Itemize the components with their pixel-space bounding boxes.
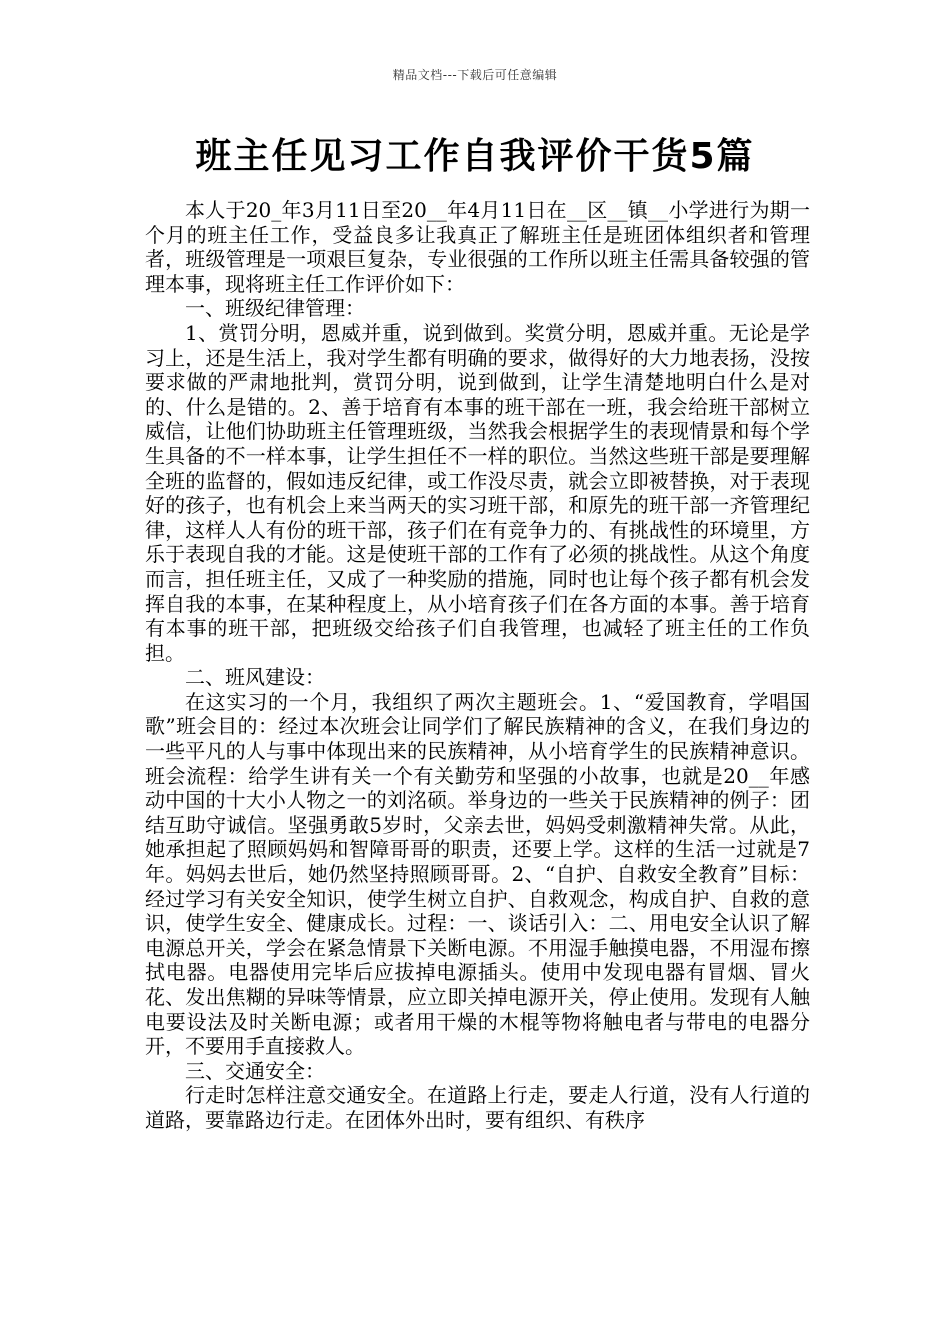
document-body xyxy=(145,198,810,1133)
section-heading-class-culture: 二、班风建设： xyxy=(185,665,325,690)
traffic-safety-paragraph: 行走时怎样注意交通安全。在道路上行走，要走人行道，没有人行道的道路，要靠路边行走。在团体外出时，要有组织、有秩序 xyxy=(145,1083,810,1132)
document-title: 班主任见习工作自我评价干货5篇 xyxy=(195,136,755,177)
header-note: 精品文档---下载后可任意编辑 xyxy=(392,68,558,82)
class-culture-paragraph: 在这实习的一个月，我组织了两次主题班会。1、“爱国教育，学唱国歌”班会目的：经过本次班会让同学们了解民族精神的含义，在我们身边的一些平凡的人与事中体现出来的民族精神，从小培育学生的民族精神意识。班会流程：给学生讲有关一个有关勤劳和坚强的小故事，也就是20__年感动中国的十大小人物之一的刘洺硕。举身边的一些关于民族精神的例子：团结互助守诚信。坚强勇敢5岁时，父亲去世，妈妈受刺激精神失常。从此，她承担起了照顾妈妈和智障哥哥的职责，还要上学。这样的生活一过就是7年。妈妈去世后，她仍然坚持照顾哥哥。2、“自护、自救安全教育”目标：经过学习有关安全知识，使学生树立自护、自救观念，构成自护、自救的意识，使学生安全、健康成长。过程：一、谈话引入：二、用电安全认识了解电源总开关，学会在紧急情景下关断电源。不用湿手触摸电器，不用湿布擦拭电器。电器使用完毕后应拔掉电源插头。使用中发现电器有冒烟、冒火花、发出焦糊的异味等情景，应立即关掉电源开关，停止使用。发现有人触电要设法及时关断电源；或者用干燥的木棍等物将触电者与带电的电器分开，不要用手直接救人。 xyxy=(145,689,810,1059)
section-heading-traffic-safety: 三、交通安全： xyxy=(185,1058,325,1083)
discipline-paragraph: 1、赏罚分明，恩威并重，说到做到。奖赏分明，恩威并重。无论是学习上，还是生活上，我对学生都有明确的要求，做得好的大力地表扬，没按要求做的严肃地批判，赏罚分明，说到做到，让学生清楚地明白什么是对的、什么是错的。2、善于培育有本事的班干部在一班，我会给班干部树立威信，让他们协助班主任管理班级，当然我会根据学生的表现情景和每个学生具备的不一样本事，让学生担任不一样的职位。当然这些班干部是要理解全班的监督的，假如违反纪律，或工作没尽责，就会立即被替换，对于表现好的孩子，也有机会上来当两天的实习班干部，和原先的班干部一齐管理纪律，这样人人有份的班干部，孩子们在有竞争力的、有挑战性的环境里，方乐于表现自我的才能。这是使班干部的工作有了必须的挑战性。从这个角度而言，担任班主任，又成了一种奖励的措施，同时也让每个孩子都有机会发挥自我的本事，在某种程度上，从小培育孩子们在各方面的本事。善于培育有本事的班干部，把班级交给孩子们自我管理，也减轻了班主任的工作负担。 xyxy=(145,320,810,665)
section-heading-discipline: 一、班级纪律管理： xyxy=(185,296,365,321)
intro-paragraph: 本人于20_年3月11日至20__年4月11日在__区__镇__小学进行为期一个月的班主任工作，受益良多让我真正了解班主任是班团体组织者和管理者，班级管理是一项艰巨复杂，专业很强的工作所以班主任需具备较强的管理本事，现将班主任工作评价如下： xyxy=(145,198,810,296)
